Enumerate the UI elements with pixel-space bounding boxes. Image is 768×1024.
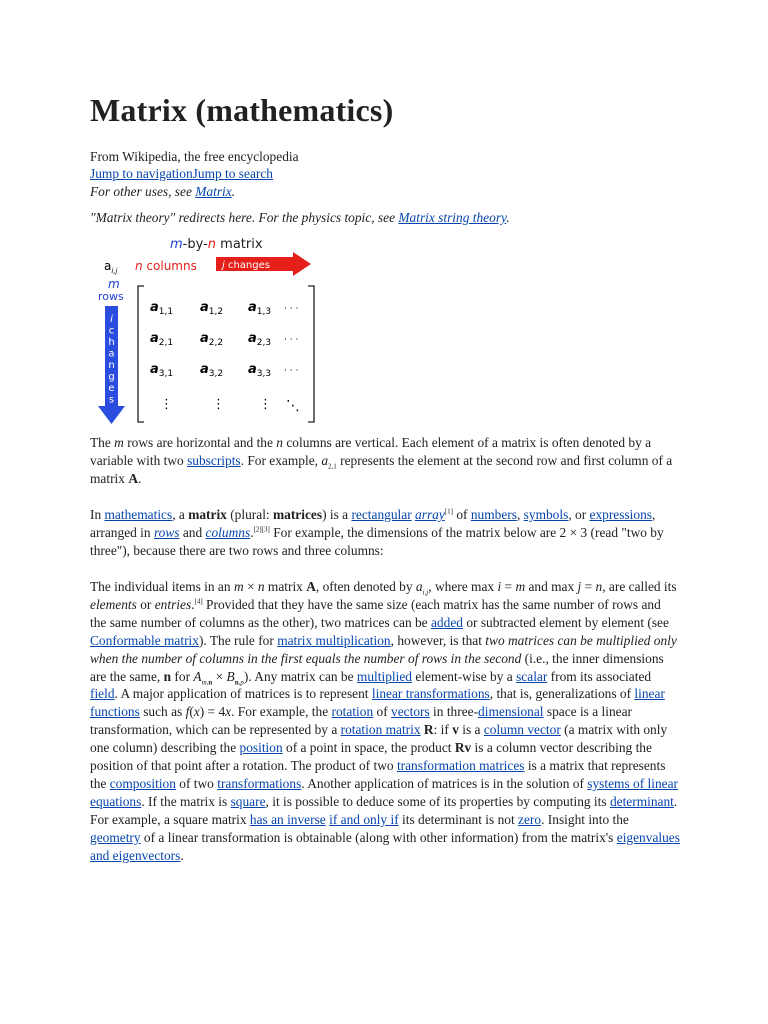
i-changes-letter: n (108, 360, 115, 371)
jump-links (90, 165, 273, 183)
i-changes-label (108, 314, 114, 406)
matrix-entry: $a_{1,3}$ (248, 300, 272, 317)
matrix-diagram (88, 232, 328, 432)
hatnote-text: For other uses, see (90, 184, 196, 199)
i-changes-letter: g (108, 371, 115, 383)
matrix-entry: $a_{1,2}$ (200, 300, 224, 317)
hatnote-end: . (506, 210, 510, 225)
conformable-matrix-link[interactable]: Conformable matrix (90, 632, 199, 648)
column-vdots: ⋮ (160, 397, 173, 412)
rows-label: rows (98, 290, 124, 303)
matrix-entry: $a_{3,3}$ (248, 362, 272, 379)
matrix-multiplication-link[interactable]: matrix multiplication (277, 632, 391, 648)
matrix-entry: $a_{1,1}$ (150, 300, 174, 317)
array-link[interactable]: array (415, 507, 445, 522)
eigenvalues-and-eigenvectors-link[interactable]: eigenvalues and eigenvectors (90, 829, 680, 863)
i-changes-letter: i (110, 314, 113, 325)
dimensional-link[interactable]: dimensional (478, 704, 544, 720)
n-columns-label: n columns (135, 259, 197, 273)
mathematics-link[interactable]: mathematics (104, 507, 173, 522)
matrix-disambiguation-link[interactable]: Matrix (195, 184, 232, 199)
expressions-link[interactable]: expressions (589, 507, 652, 522)
systems-of-linear-equations-link[interactable]: systems of linear equations (90, 775, 679, 809)
position-link[interactable]: position (239, 740, 283, 756)
i-changes-letter: c (108, 325, 115, 337)
matrix-entries (150, 300, 300, 414)
columns-link[interactable]: columns (205, 524, 251, 540)
i-changes-letter: a (108, 348, 115, 360)
diagonal-ddots: ⋱ (286, 398, 300, 414)
column-vdots: ⋮ (212, 397, 225, 412)
has-an-inverse-link[interactable]: has an inverse (249, 811, 326, 827)
row-hdots: · · · (284, 366, 299, 376)
zero-link[interactable]: zero (518, 811, 542, 827)
transformations-link[interactable]: transformations (217, 775, 302, 791)
j-changes-label: j changes (222, 260, 270, 271)
hatnote-text: "Matrix theory" redirects here. For the physics topic, see (90, 210, 399, 225)
if-and-only-if-link[interactable]: if and only if (329, 811, 399, 827)
linear-functions-link[interactable]: linear functions (90, 686, 665, 720)
symbols-link[interactable]: symbols (523, 507, 569, 522)
transformation-matrices-link[interactable]: transformation matrices (396, 758, 525, 774)
intro-paragraph: In mathematics, a matrix (plural: matrices) is a rectangular array[1] of numbers, symbols, or expressions, arranged in rows and columns.[2][3] For example, the dimensions of the matrix below are 2 × 3 (read "two by three"), because there are two rows and three columns: (90, 507, 664, 558)
rectangular-link[interactable]: rectangular (351, 507, 412, 522)
i-changes-letter: e (108, 383, 115, 394)
column-vdots: ⋮ (259, 397, 272, 412)
linear-transformations-link[interactable]: linear transformations (371, 686, 490, 702)
matrix-string-theory-link[interactable]: Matrix string theory (398, 210, 507, 225)
caption-paragraph: The m rows are horizontal and the n columns are vertical. Each element of a matrix is often denoted by a variable with two subscripts. For example, $a_{2,1}$ represents the element at the second row and first column of a matrix A. (90, 435, 673, 486)
multiplied-link[interactable]: multiplied (356, 668, 412, 684)
matrix-entry: $a_{3,1}$ (150, 362, 174, 379)
determinant-link[interactable]: determinant (609, 793, 674, 809)
vectors-link[interactable]: vectors (391, 704, 430, 720)
composition-link[interactable]: composition (109, 775, 176, 791)
field-link[interactable]: field (90, 686, 115, 702)
matrix-entry: $a_{3,2}$ (200, 362, 224, 379)
matrix-entry: $a_{2,3}$ (248, 331, 272, 348)
elements-paragraph: The individual items in an m × n matrix A, often denoted by $a_{i,j}$, where max i = m and max j = n, are called its elements or entries.[4] Provided that they have the same size (each matrix has the same number of rows and the same number of columns as the other), two matrices can be added or subtracted element by element (see Conformable matrix). The rule for matrix multiplication, however, is that two matrices can be multiplied only when the number of columns in the first equals the number of rows in the second (i.e., the inner dimensions are the same, n for $A_{m,n} \times B_{n,p}$). Any matrix can be multiplied element-wise by a scalar from its associated field. A major application of matrices is to represent linear transformations, that is, generalizations of linear functions such as f(x) = 4x. For example, the rotation of vectors in three-dimensional space is a linear transformation, which can be represented by a rotation matrix R: if v is a column vector (a matrix with only one column) describing the position of a point in space, the product Rv is a column vector describing the position of that point after a rotation. The product of two transformation matrices is a matrix that represents the composition of two transformations. Another application of matrices is in the solution of systems of linear equations. If the matrix is square, it is possible to deduce some of its properties by computing its determinant. For example, a square matrix has an inverse if and only if its determinant is not zero. Insight into the geometry of a linear transformation is obtainable (along with other information) from the matrix's eigenvalues and eigenvectors. (90, 579, 680, 863)
geometry-link[interactable]: geometry (90, 829, 141, 845)
hatnote-redirect (90, 209, 510, 227)
hatnote-other-uses (90, 183, 235, 201)
aij-label: $a_{i,j}$ (104, 259, 118, 275)
jump-to-search-link[interactable]: Jump to search (192, 166, 273, 181)
subscripts-link[interactable]: subscripts (187, 452, 241, 468)
m-label: m (108, 277, 120, 291)
jump-to-navigation-link[interactable]: Jump to navigation (90, 166, 193, 181)
rows-link[interactable]: rows (153, 524, 180, 540)
left-bracket (138, 286, 144, 422)
diagram-title: m-by-n matrix (170, 237, 263, 252)
matrix-entry: $a_{2,2}$ (200, 331, 224, 348)
rotation-link[interactable]: rotation (331, 704, 374, 720)
added-link[interactable]: added (430, 614, 463, 630)
rotation-matrix-link[interactable]: rotation matrix (340, 722, 421, 738)
hatnote-end: . (231, 184, 236, 199)
column-vector-link[interactable]: column vector (483, 722, 561, 738)
row-hdots: · · · (284, 304, 299, 314)
matrix-entry: $a_{2,1}$ (150, 331, 174, 348)
i-changes-letter: s (108, 394, 115, 406)
scalar-link[interactable]: scalar (516, 668, 548, 684)
right-bracket (308, 286, 314, 422)
page-title: Matrix (mathematics) (90, 92, 394, 128)
site-subtitle: From Wikipedia, the free encyclopedia (90, 149, 299, 164)
i-changes-letter: h (108, 337, 115, 348)
square-link[interactable]: square (230, 793, 266, 809)
numbers-link[interactable]: numbers (470, 507, 517, 522)
row-hdots: · · · (284, 335, 299, 345)
